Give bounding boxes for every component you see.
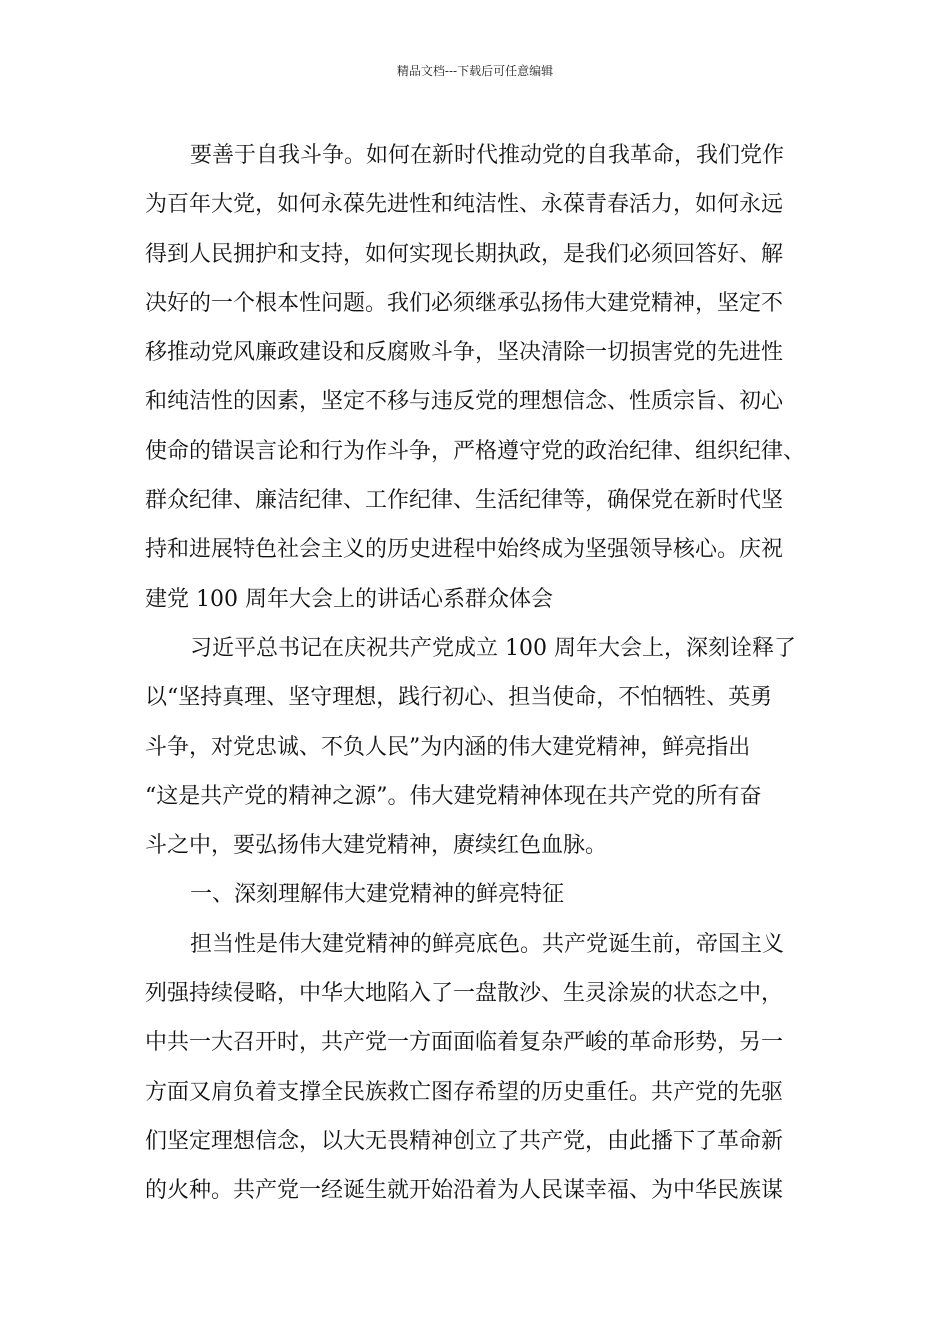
text-line: “这是共产党的精神之源”。伟大建党精神体现在共产党的所有奋 xyxy=(145,783,762,809)
text-line: 使命的错误言论和行为作斗争，严格遵守党的政治纪律、组织纪律、 xyxy=(145,438,806,464)
text-line: 为百年大党，如何永葆先进性和纯洁性、永葆青春活力，如何永远 xyxy=(145,192,784,218)
text-line: 的火种。共产党一经诞生就开始沿着为人民谋幸福、为中华民族谋 xyxy=(145,1178,784,1204)
text-line: 习近平总书记在庆祝共产党成立 100 周年大会上，深刻诠释了 xyxy=(190,635,796,661)
section-heading: 一、深刻理解伟大建党精神的鲜亮特征 xyxy=(190,882,565,908)
text-line: 中共一大召开时，共产党一方面面临着复杂严峻的革命形势，另一 xyxy=(145,1030,784,1056)
page-header: 精品文档---下载后可任意编辑 xyxy=(396,64,554,78)
text-line: 得到人民拥护和支持，如何实现长期执政，是我们必须回答好、解 xyxy=(145,241,784,267)
document-body xyxy=(145,131,825,1216)
text-line: 以“坚持真理、坚守理想，践行初心、担当使命，不怕牺牲、英勇 xyxy=(145,685,773,711)
text-line: 决好的一个根本性问题。我们必须继承弘扬伟大建党精神，坚定不 xyxy=(145,290,784,316)
text-line: 方面又肩负着支撑全民族救亡图存希望的历史重任。共产党的先驱 xyxy=(145,1079,784,1105)
text-line: 列强持续侵略，中华大地陷入了一盘散沙、生灵涂炭的状态之中， xyxy=(145,981,784,1007)
text-line: 持和进展特色社会主义的历史进程中始终成为坚强领导核心。庆祝 xyxy=(145,537,784,563)
text-line: 建党 100 周年大会上的讲话心系群众体会 xyxy=(145,586,553,612)
text-line: 和纯洁性的因素，坚定不移与违反党的理想信念、性质宗旨、初心 xyxy=(145,389,784,415)
text-line: 担当性是伟大建党精神的鲜亮底色。共产党诞生前，帝国主义 xyxy=(190,931,785,957)
text-line: 们坚定理想信念，以大无畏精神创立了共产党，由此播下了革命新 xyxy=(145,1128,784,1154)
text-line: 移推动党风廉政建设和反腐败斗争，坚决清除一切损害党的先进性 xyxy=(145,340,784,366)
text-line: 群众纪律、廉洁纪律、工作纪律、生活纪律等，确保党在新时代坚 xyxy=(145,488,784,514)
text-line: 斗争，对党忠诚、不负人民”为内涵的伟大建党精神，鲜亮指出 xyxy=(145,734,751,760)
text-line: 斗之中，要弘扬伟大建党精神，赓续红色血脉。 xyxy=(145,833,608,859)
text-line: 要善于自我斗争。如何在新时代推动党的自我革命，我们党作 xyxy=(190,143,785,168)
